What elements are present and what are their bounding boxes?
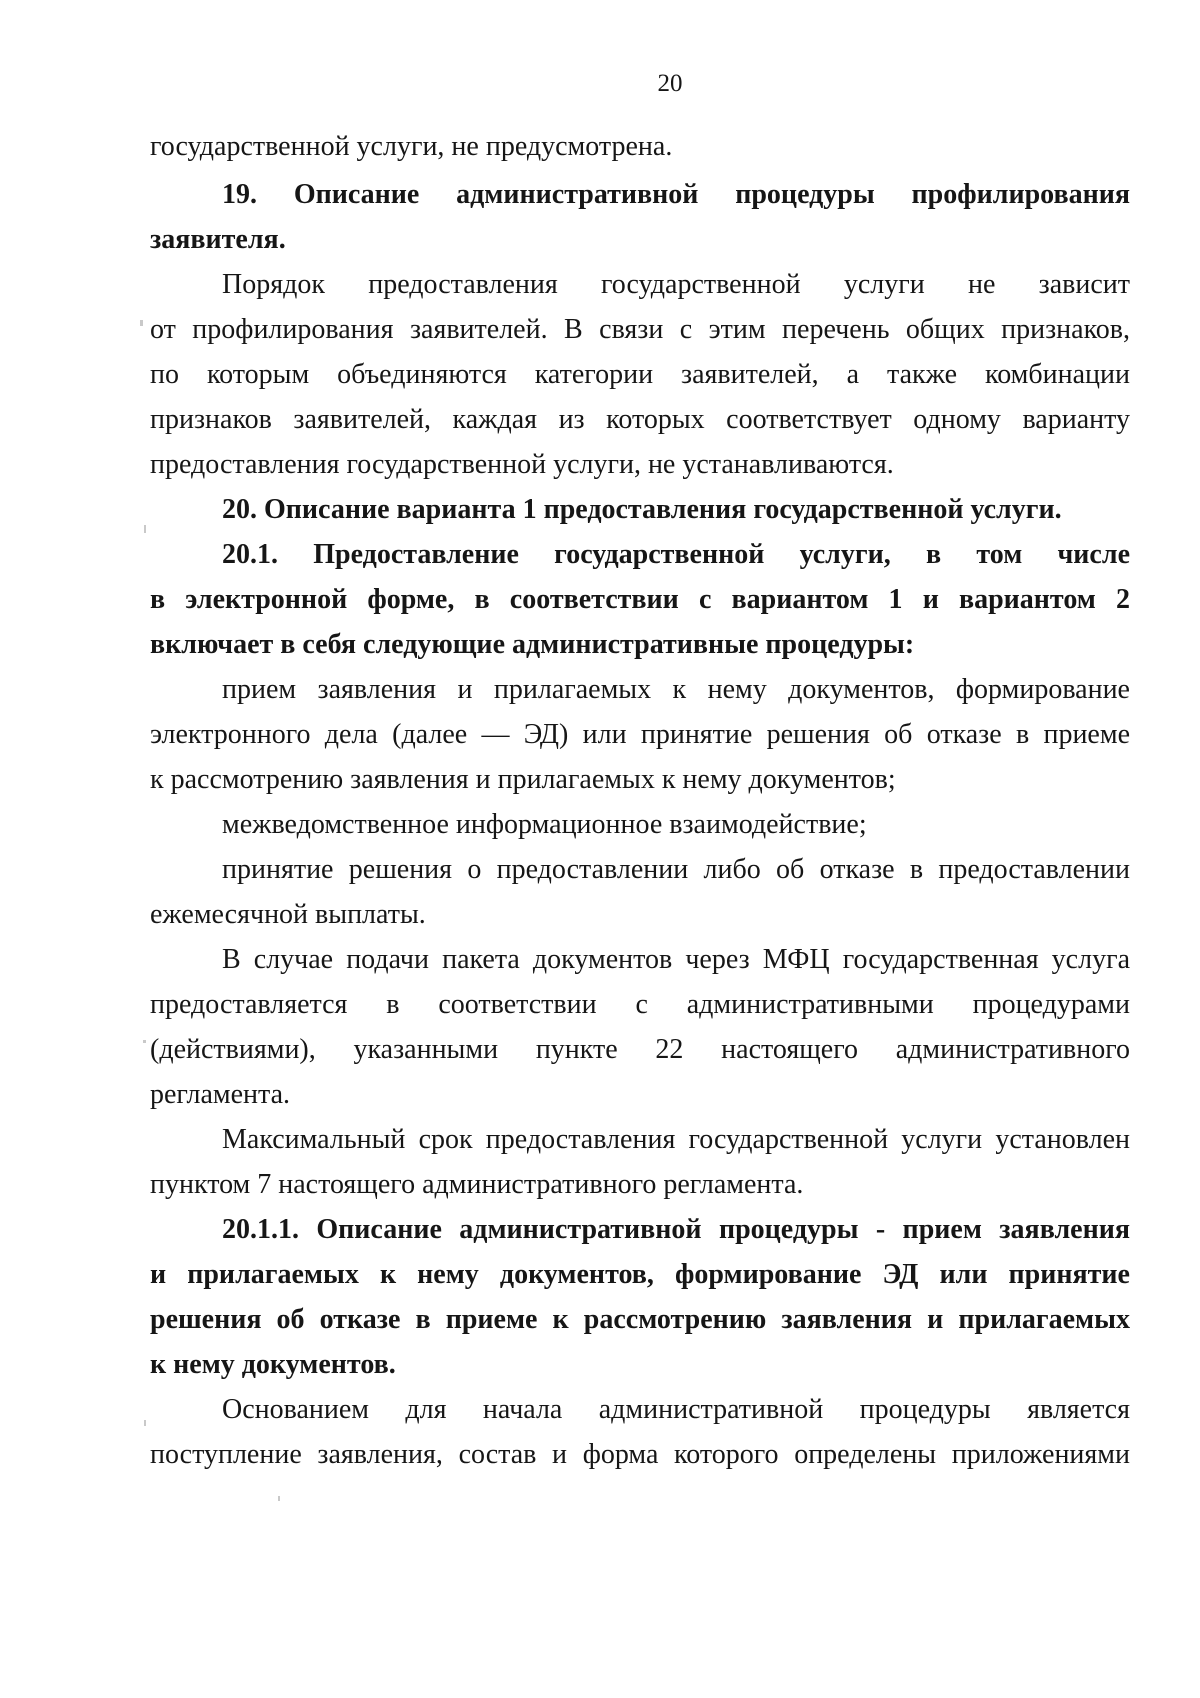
text-line: Максимальный срок предоставления государственной услуги установлен: [222, 1124, 1130, 1155]
scan-speck: [140, 320, 143, 326]
section-heading-line: включает в себя следующие административные процедуры:: [150, 629, 915, 660]
section-heading-line: 20.1. Предоставление государственной услуги, в том числе: [222, 539, 1130, 570]
text-line: регламента.: [150, 1079, 291, 1110]
section-heading-line: 19. Описание административной процедуры профилирования: [222, 179, 1130, 210]
text-line: Основанием для начала административной процедуры является: [222, 1394, 1130, 1425]
text-line: электронного дела (далее — ЭД) или принятие решения об отказе в приеме: [150, 719, 1130, 750]
text-line: прием заявления и прилагаемых к нему документов, формирование: [222, 674, 1130, 705]
section-heading-line: заявителя.: [150, 224, 286, 255]
text-line: Порядок предоставления государственной услуги не зависит: [222, 269, 1130, 300]
section-heading-line: 20.1.1. Описание административной процедуры - прием заявления: [222, 1214, 1130, 1245]
text-line: предоставления государственной услуги, не устанавливаются.: [150, 449, 894, 480]
page-number: 20: [657, 70, 683, 97]
text-line: пунктом 7 настоящего административного регламента.: [150, 1169, 804, 1200]
text-line: (действиями), указанными пункте 22 настоящего административного: [150, 1034, 1130, 1065]
text-line: государственной услуги, не предусмотрена.: [150, 131, 673, 162]
text-line: В случае подачи пакета документов через МФЦ государственная услуга: [222, 944, 1130, 975]
section-heading-line: решения об отказе в приеме к рассмотрению заявления и прилагаемых: [150, 1304, 1130, 1335]
text-line: ежемесячной выплаты.: [150, 899, 426, 930]
text-line: поступление заявления, состав и форма которого определены приложениями: [150, 1439, 1130, 1470]
section-heading-line: в электронной форме, в соответствии с вариантом 1 и вариантом 2: [150, 584, 1130, 615]
section-heading-line: к нему документов.: [150, 1349, 396, 1380]
scan-speck: [144, 525, 146, 533]
section-heading-line: 20. Описание варианта 1 предоставления государственной услуги.: [222, 494, 1062, 525]
scan-speck: [278, 1496, 280, 1501]
text-line: предоставляется в соответствии с административными процедурами: [150, 989, 1130, 1020]
text-line: принятие решения о предоставлении либо об отказе в предоставлении: [222, 854, 1130, 885]
text-line: от профилирования заявителей. В связи с этим перечень общих признаков,: [150, 314, 1130, 345]
scan-speck: [143, 1040, 146, 1043]
scan-speck: [144, 1420, 146, 1426]
text-line: к рассмотрению заявления и прилагаемых к нему документов;: [150, 764, 896, 795]
section-heading-line: и прилагаемых к нему документов, формирование ЭД или принятие: [150, 1259, 1130, 1290]
text-line: межведомственное информационное взаимодействие;: [222, 809, 867, 840]
text-line: по которым объединяются категории заявителей, а также комбинации: [150, 359, 1130, 390]
text-line: признаков заявителей, каждая из которых соответствует одному варианту: [150, 404, 1130, 435]
